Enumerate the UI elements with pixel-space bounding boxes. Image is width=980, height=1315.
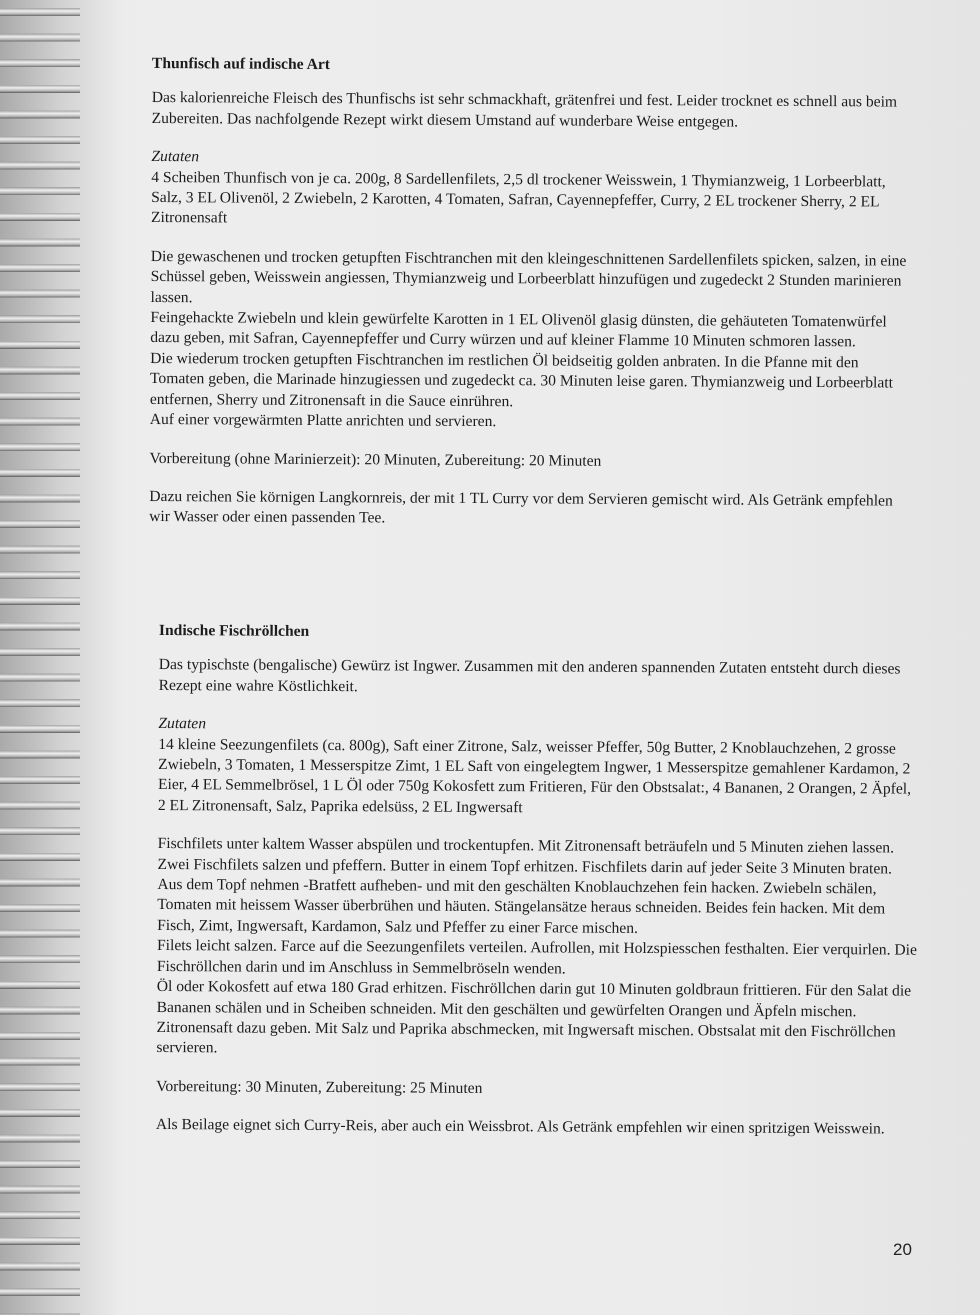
ingredients-label: Zutaten <box>158 715 207 733</box>
instruction-step: Fischfilets unter kaltem Wasser abspülen und trockentupfen. Mit Zitronensaft beträufeln und 5 Minuten ziehen lassen. <box>157 835 895 857</box>
recipe-title: Indische Fischröllchen <box>158 622 310 640</box>
recipe-intro: Das typischste (bengalische) Gewürz ist Ingwer. Zusammen mit den anderen spannenden Zutaten entsteht durch dieses Rezept eine wahre Köstlichkeit. <box>158 656 901 696</box>
page-number: 20 <box>893 1240 912 1259</box>
spiral-binding <box>0 0 80 1315</box>
instruction-step: Zwei Fischfilets salzen und pfeffern. Butter in einem Topf erhitzen. Fischfilets darin auf jeder Seite 3 Minuten braten. Aus dem Topf nehmen -Bratfett aufheben- und mit den geschälten Knoblauchzehen fein hacken. Zwiebeln schälen, Tomaten mit heissem Wasser überbrühen und häuten. Stängelansätze heraus schneiden. Beides fein hacken. Mit dem Fisch, Zimt, Ingwersaft, Kardamon, Salz und Pfeffer zu einer Farce mischen. <box>157 855 893 937</box>
instruction-step: Die gewaschenen und trocken getupften Fischtranchen mit den kleingeschnittenen Sardellenfilets spicken, salzen, in eine Schüssel geben, Weisswein angiessen, Thymianzweig und Lorbeerblatt hinzufügen und zugedeckt 2 Stunden marinieren lassen. <box>150 247 907 306</box>
instruction-step: Auf einer vorgewärmten Platte anrichten und servieren. <box>149 411 497 431</box>
recipe-thunfisch <box>149 54 912 532</box>
instruction-step: Öl oder Kokosfett auf etwa 180 Grad erhitzen. Fischröllchen darin gut 10 Minuten goldbraun frittieren. Für den Salat die Bananen schälen und in Scheiben schneiden. Mit den geschälten und gewürfelten Orangen und Äpfeln mischen. Zitronensaft dazu geben. Mit Salz und Paprika abschmecken, mit Ingwersaft mischen. Obstsalat mit den Fischröllchen servieren. <box>156 978 912 1057</box>
instruction-step: Feingehackte Zwiebeln und klein gewürfelte Karotten in 1 EL Olivenöl glasig dünsten, die gehäuteten Tomatenwürfel dazu geben, mit Safran, Cayennepfeffer und Curry würzen und auf kleiner Flamme 10 Minuten schmoren lassen. <box>150 309 887 351</box>
recipe-fischroellchen <box>156 621 919 1140</box>
timing-info: Vorbereitung: 30 Minuten, Zubereitung: 25 Minuten <box>156 1077 483 1097</box>
ingredients-list: 14 kleine Seezungenfilets (ca. 800g), Saft einer Zitrone, Salz, weisser Pfeffer, 50g Butter, 2 Knoblauchzehen, 2 grosse Zwiebeln, 3 Tomaten, 1 Messerspitze Zimt, 1 EL Saft von eingelegtem Ingwer, 1 Messerspitze gemahlener Kardamon, 2 Eier, 4 EL Semmelbrösel, 1 L Öl oder 750g Kokosfett zum Fritieren, Für den Obstsalat:, 4 Bananen, 2 Orangen, 2 Äpfel, 2 EL Zitronensaft, Salz, Paprika edelsüss, 2 EL Ingwersaft <box>157 735 912 817</box>
serving-suggestion: Als Beilage eignet sich Curry-Reis, aber auch ein Weissbrot. Als Getränk empfehlen wir einen spritzigen Weisswein. <box>155 1116 885 1138</box>
instruction-step: Filets leicht salzen. Farce auf die Seezungenfilets verteilen. Aufrollen, mit Holzspiesschen festhalten. Eier verquirlen. Die Fischröllchen darin und im Anschluss in Semmelbröseln wenden. <box>156 937 917 978</box>
recipe-title: Thunfisch auf indische Art <box>151 54 331 74</box>
ingredients-label: Zutaten <box>151 148 200 166</box>
ingredients-list: 4 Scheiben Thunfisch von je ca. 200g, 8 Sardellenfilets, 2,5 dl trockener Weisswein, 1 Thymianzweig, 1 Lorbeerblatt, Salz, 3 EL Olivenöl, 2 Zwiebeln, 2 Karotten, 4 Tomaten, Safran, Cayennepfeffer, Curry, 2 EL trockener Sherry, 2 EL Zitronensaft <box>150 168 886 227</box>
recipe-intro: Das kalorienreiche Fleisch des Thunfischs ist sehr schmackhaft, grätenfrei und fest. Leider trocknet es schnell aus beim Zubereiten. Das nachfolgende Rezept wirkt diesem Umstand auf wunderbare Weise entgegen. <box>151 89 898 131</box>
instruction-step: Die wiederum trocken getupften Fischtranchen im restlichen Öl beidseitig golden anbraten. In die Pfanne mit den Tomaten geben, die Marinade hinzugiessen und zugedeckt ca. 30 Minuten leise garen. Thymianzweig und Lorbeerblatt entfernen, Sherry und Zitronensaft in die Sauce einrühren. <box>149 349 894 410</box>
serving-suggestion: Dazu reichen Sie körnigen Langkornreis, der mit 1 TL Curry vor dem Servieren gemischt wird. Als Getränk empfehlen wir Wasser oder einen passenden Tee. <box>149 487 893 527</box>
timing-info: Vorbereitung (ohne Marinierzeit): 20 Minuten, Zubereitung: 20 Minuten <box>149 449 602 470</box>
